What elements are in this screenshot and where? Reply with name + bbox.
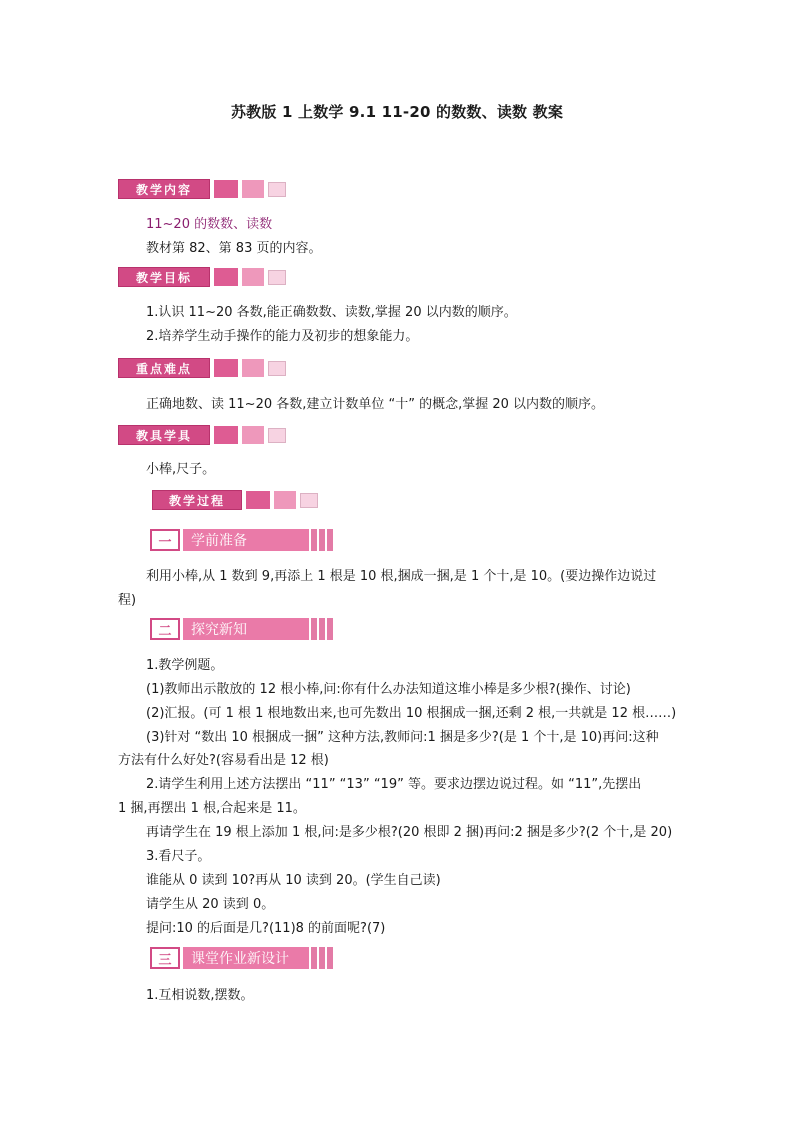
section-label: 教学目标: [118, 267, 210, 287]
decor-square-mid: [242, 180, 264, 198]
part-number: 二: [150, 618, 180, 640]
part-header-explore: [150, 618, 333, 640]
goal-item: 2.培养学生动手操作的能力及初步的想象能力。: [146, 329, 419, 344]
part-number: 三: [150, 947, 180, 969]
decor-stripes: [311, 618, 333, 640]
explore-line: 3.看尺子。: [146, 849, 211, 864]
explore-line: (3)针对 “数出 10 根捆成一捆” 这种方法,教师问:1 捆是多少?(是 1 个十,是 10)再问:这种: [146, 730, 659, 745]
page-title: 苏教版 1 上数学 9.1 11-20 的数数、读数 教案: [230, 103, 564, 121]
explore-line: 1.教学例题。: [146, 658, 224, 673]
section-label: 教学内容: [118, 179, 210, 199]
decor-square-light: [268, 361, 286, 376]
decor-square-light: [300, 493, 318, 508]
decor-square-mid: [242, 426, 264, 444]
section-header-tools: [118, 424, 286, 446]
tools-text: 小棒,尺子。: [146, 462, 216, 477]
explore-line: (1)教师出示散放的 12 根小棒,问:你有什么办法知道这堆小棒是多少根?(操作、讨论): [146, 682, 631, 697]
decor-square-dark: [246, 491, 270, 509]
part-header-homework: [150, 947, 333, 969]
explore-line: 2.请学生利用上述方法摆出 “11” “13” “19” 等。要求边摆边说过程。如 “11”,先摆出: [146, 777, 642, 792]
explore-line: 方法有什么好处?(容易看出是 12 根): [118, 753, 329, 768]
section-label: 教学过程: [152, 490, 242, 510]
part-number: 一: [150, 529, 180, 551]
section-header-content: [118, 178, 286, 200]
decor-square-light: [268, 270, 286, 285]
explore-line: 1 捆,再摆出 1 根,合起来是 11。: [118, 801, 306, 816]
keypoints-text: 正确地数、读 11~20 各数,建立计数单位 “十” 的概念,掌握 20 以内数的顺序。: [146, 397, 605, 412]
part-header-prep: [150, 529, 333, 551]
section-label: 重点难点: [118, 358, 210, 378]
part-title: 课堂作业新设计: [183, 947, 309, 969]
part-title: 学前准备: [183, 529, 309, 551]
decor-square-dark: [214, 359, 238, 377]
content-pages: 教材第 82、第 83 页的内容。: [146, 241, 322, 256]
explore-line: (2)汇报。(可 1 根 1 根地数出来,也可先数出 10 根捆成一捆,还剩 2 根,一共就是 12 根……): [146, 706, 677, 721]
decor-square-light: [268, 428, 286, 443]
decor-square-mid: [274, 491, 296, 509]
content-topic: 11~20 的数数、读数: [146, 217, 273, 232]
section-header-keypoints: [118, 357, 286, 379]
decor-square-light: [268, 182, 286, 197]
decor-stripes: [311, 947, 333, 969]
decor-square-mid: [242, 268, 264, 286]
section-label: 教具学具: [118, 425, 210, 445]
decor-square-dark: [214, 268, 238, 286]
explore-line: 谁能从 0 读到 10?再从 10 读到 20。(学生自己读): [146, 873, 441, 888]
explore-line: 请学生从 20 读到 0。: [146, 897, 275, 912]
prep-text-line2: 程): [118, 593, 137, 608]
decor-stripes: [311, 529, 333, 551]
homework-line: 1.互相说数,摆数。: [146, 988, 254, 1003]
prep-text-line1: 利用小棒,从 1 数到 9,再添上 1 根是 10 根,捆成一捆,是 1 个十,是 10。(要边操作边说过: [146, 569, 657, 584]
decor-square-mid: [242, 359, 264, 377]
section-header-goals: [118, 266, 286, 288]
explore-line: 再请学生在 19 根上添加 1 根,问:是多少根?(20 根即 2 捆)再问:2 捆是多少?(2 个十,是 20): [146, 825, 673, 840]
explore-line: 提问:10 的后面是几?(11)8 的前面呢?(7): [146, 921, 386, 936]
decor-square-dark: [214, 180, 238, 198]
section-header-process: [152, 489, 318, 511]
part-title: 探究新知: [183, 618, 309, 640]
decor-square-dark: [214, 426, 238, 444]
goal-item: 1.认识 11~20 各数,能正确数数、读数,掌握 20 以内数的顺序。: [146, 305, 517, 320]
